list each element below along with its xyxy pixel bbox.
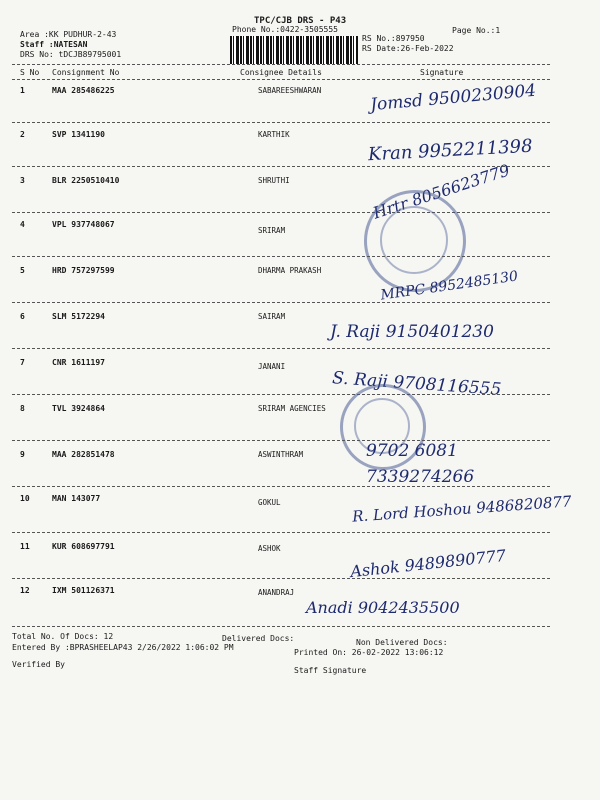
row-consignment: KUR 608697791 [52, 542, 115, 551]
row-consignee: ANANDRAJ [258, 588, 295, 597]
divider [12, 122, 550, 123]
row-consignee: GOKUL [258, 498, 281, 507]
row-consignee: SRIRAM [258, 226, 286, 235]
row-signature: Ashok 9489890777 [349, 545, 507, 582]
divider [12, 212, 550, 213]
table-row [0, 542, 600, 586]
divider [12, 532, 550, 533]
row-consignee: SHRUTHI [258, 176, 290, 185]
table-row [0, 312, 600, 356]
col-consignment: Consignment No [52, 68, 120, 77]
row-consignment: MAA 285486225 [52, 86, 115, 95]
row-signature: Anadi 9042435500 [306, 598, 460, 617]
row-sno: 1 [20, 86, 25, 95]
divider [12, 302, 550, 303]
row-sno: 5 [20, 266, 25, 275]
row-signature: R. Lord Hoshou 9486820877 [351, 492, 573, 526]
rs-date: RS Date:26-Feb-2022 [362, 44, 454, 53]
row-signature: Hrtr 8056623779 [370, 160, 513, 223]
row-signature: Kran 9952211398 [367, 135, 534, 166]
row-consignee: SRIRAM AGENCIES [258, 404, 326, 413]
row-consignee: ASHOK [258, 544, 281, 553]
divider [12, 626, 550, 627]
table-row [0, 266, 600, 310]
row-sno: 2 [20, 130, 25, 139]
divider [12, 64, 550, 65]
total-docs: Total No. Of Docs: 12 [12, 632, 114, 641]
row-sno: 12 [20, 586, 30, 595]
row-sno: 11 [20, 542, 30, 551]
staff-label: Staff :NATESAN [20, 40, 88, 49]
row-signature: MRPC 8952485130 [379, 268, 519, 304]
row-consignee: SABAREESHWARAN [258, 86, 322, 95]
phone-number: Phone No.:0422-3505555 [232, 25, 338, 34]
page-number: Page No.:1 [452, 26, 501, 35]
row-sno: 8 [20, 404, 25, 413]
row-consignment: SVP 1341190 [52, 130, 105, 139]
staff-signature: Staff Signature [294, 666, 367, 675]
row-sno: 10 [20, 494, 30, 503]
table-row [0, 80, 600, 130]
row-consignee: JANANI [258, 362, 286, 371]
row-consignee: SAIRAM [258, 312, 286, 321]
table-row [0, 358, 600, 402]
table-row [0, 130, 600, 174]
col-sno: S No [20, 68, 40, 77]
col-signature: Signature [420, 68, 464, 77]
divider [12, 256, 550, 257]
divider [12, 394, 550, 395]
rs-number: RS No.:897950 [362, 34, 425, 43]
row-sno: 7 [20, 358, 25, 367]
row-sno: 4 [20, 220, 25, 229]
row-consignment: TVL 3924864 [52, 404, 105, 413]
area-label: Area :KK PUDHUR-2-43 [20, 30, 117, 39]
row-consignment: CNR 1611197 [52, 358, 105, 367]
row-consignment: VPL 937748067 [52, 220, 115, 229]
drs-number: DRS No: tDCJB89795001 [20, 50, 122, 59]
row-consignment: IXM 501126371 [52, 586, 115, 595]
row-consignment: BLR 2250510410 [52, 176, 120, 185]
row-consignment: SLM 5172294 [52, 312, 105, 321]
divider [12, 486, 550, 487]
entered-by: Entered By :BPRASHEELAP43 2/26/2022 1:06:02 PM [12, 643, 234, 652]
row-sno: 9 [20, 450, 25, 459]
row-signature: J. Raji 9150401230 [330, 322, 494, 342]
table-row [0, 160, 600, 223]
doc-title: TPC/CJB DRS - P43 [254, 16, 347, 26]
row-signature: 9702 6081 7339274266 [366, 441, 475, 487]
table-row [0, 441, 600, 494]
table-row [0, 220, 600, 264]
row-consignee: KARTHIK [258, 130, 290, 139]
row-sno: 6 [20, 312, 25, 321]
barcode [230, 36, 358, 64]
divider [12, 79, 550, 80]
row-sno: 3 [20, 176, 25, 185]
verified-by: Verified By [12, 660, 65, 669]
row-consignee: DHARMA PRAKASH [258, 266, 322, 275]
row-consignment: HRD 757297599 [52, 266, 115, 275]
divider [12, 348, 550, 349]
row-signature: S. Raji 9708116555 [331, 368, 502, 400]
row-consignment: MAN 143077 [52, 494, 101, 503]
row-consignee: ASWINTHRAM [258, 450, 304, 459]
col-consignee: Consignee Details [240, 68, 322, 77]
non-delivered-docs: Non Delivered Docs: [356, 638, 448, 647]
divider [12, 166, 550, 167]
delivered-docs: Delivered Docs: [222, 634, 295, 643]
row-signature: Jomsd 9500230904 [369, 80, 537, 116]
divider [12, 578, 550, 579]
printed-on: Printed On: 26-02-2022 13:06:12 [294, 648, 444, 657]
table-row [0, 586, 600, 630]
row-consignment: MAA 282851478 [52, 450, 115, 459]
